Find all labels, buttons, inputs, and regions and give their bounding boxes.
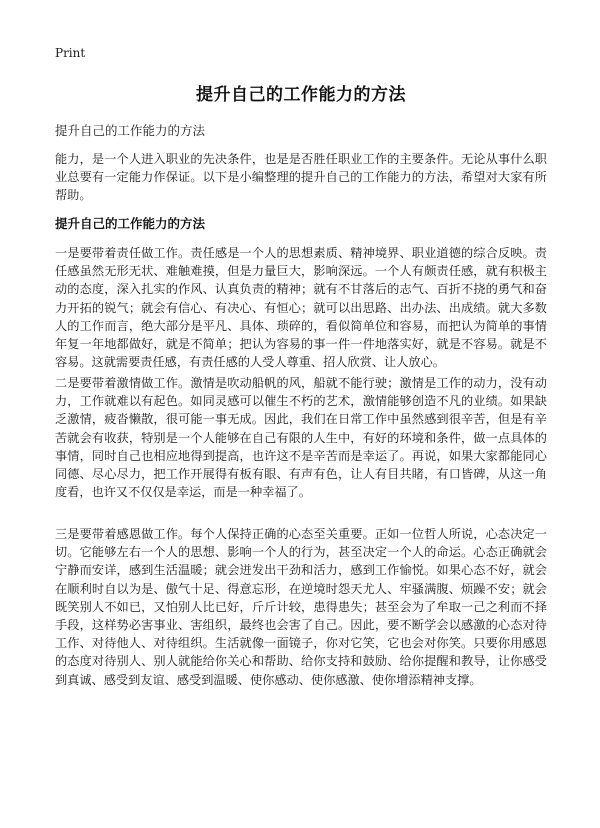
paragraph-responsibility: 一是要带着责任做工作。责任感是一个人的思想素质、精神境界、职业道德的综合反映。责任感虽然无形无状、难触难摸，但是力量巨大，影响深远。一个人有颇责任感，就有积极主动的态度，深入扎实的作风、认真负责的精神；就有不甘落后的志气、百折不挠的勇气和奋力开拓的锐气；就会有信心、有决心、有恒心；就可以出思路、出办法、出成绩。就大多数人的工作而言，绝大部分是平凡、具体、琐碎的，看似简单位和容易，而把认为简单的事情年复一年地都做好，就是不简单；把认为容易的事一件一件地落实好，就是不容易。就是不容易。这就需要责任感，有责任感的人受人尊重、招人欣赏、让人放心。: [55, 246, 547, 370]
paragraph-passion: 二是要带着激情做工作。激情是吹动船帆的风，船就不能行驶；激情是工作的动力，没有动力，工作就难以有起色。如同灵感可以催生不朽的艺术，激情能够创造不凡的业绩。如果缺乏激情，疲沓懒散，很可能一事无成。因此，我们在日常工作中虽然感到很辛苦，但是有辛苦就会有收获，特别是一个人能够在自己有限的人生中，有好的环境和条件，做一点具体的事情，同时自己也相应地得到提高，也许这不是辛苦而是幸运了。再说，如果大家都能同心同德、尽心尽力，把工作开展得有板有眼、有声有色，让人有目共睹，有口皆碑，从这一角度看，也许又不仅仅是幸运，而是一种幸福了。: [55, 376, 547, 500]
intro-paragraph: 能力，是一个人进入职业的先决条件，也是是否胜任职业工作的主要条件。无论从事什么职业总要有一定能力作保证。以下是小编整理的提升自己的工作能力的方法，希望对大家有所帮助。: [55, 152, 547, 203]
paragraph-gratitude: 三是要带着感恩做工作。每个人保持正确的心态至关重要。正如一位哲人所说，心态决定一切。它能够左右一个人的思想、影响一个人的行为，甚至决定一个人的命运。心态正确就会宁静而安详，感到生活温暖；就会迸发出干劲和活力，感到工作愉悦。如果心态不好，就会在顺利时自以为是、傲气十足、得意忘形，在逆境时怨天尤人、牢骚满腹、烦躁不安；就会既笑别人不如已，又怕别人比已好，斤斤计较，患得患失；甚至会为了牟取一己之利而不择手段，这样势必害事业、害组织，最终也会害了自己。因此，要不断学会以感激的心态对待工作、对待他人、对待组织。生活就像一面镜子，你对它笑，它也会对你笑。只要你用感恩的态度对待别人、别人就能给你关心和帮助、给你支持和鼓励、给你提醒和教导，让你感受到真诚、感受到友谊、感受到温暖、使你感动、使你感激、使你增添精神支撑。: [55, 527, 547, 687]
page-title: 提升自己的工作能力的方法: [196, 85, 406, 105]
print-label: Print: [55, 46, 86, 60]
document-subtitle: 提升自己的工作能力的方法: [55, 123, 206, 138]
section-heading: 提升自己的工作能力的方法: [55, 216, 206, 231]
